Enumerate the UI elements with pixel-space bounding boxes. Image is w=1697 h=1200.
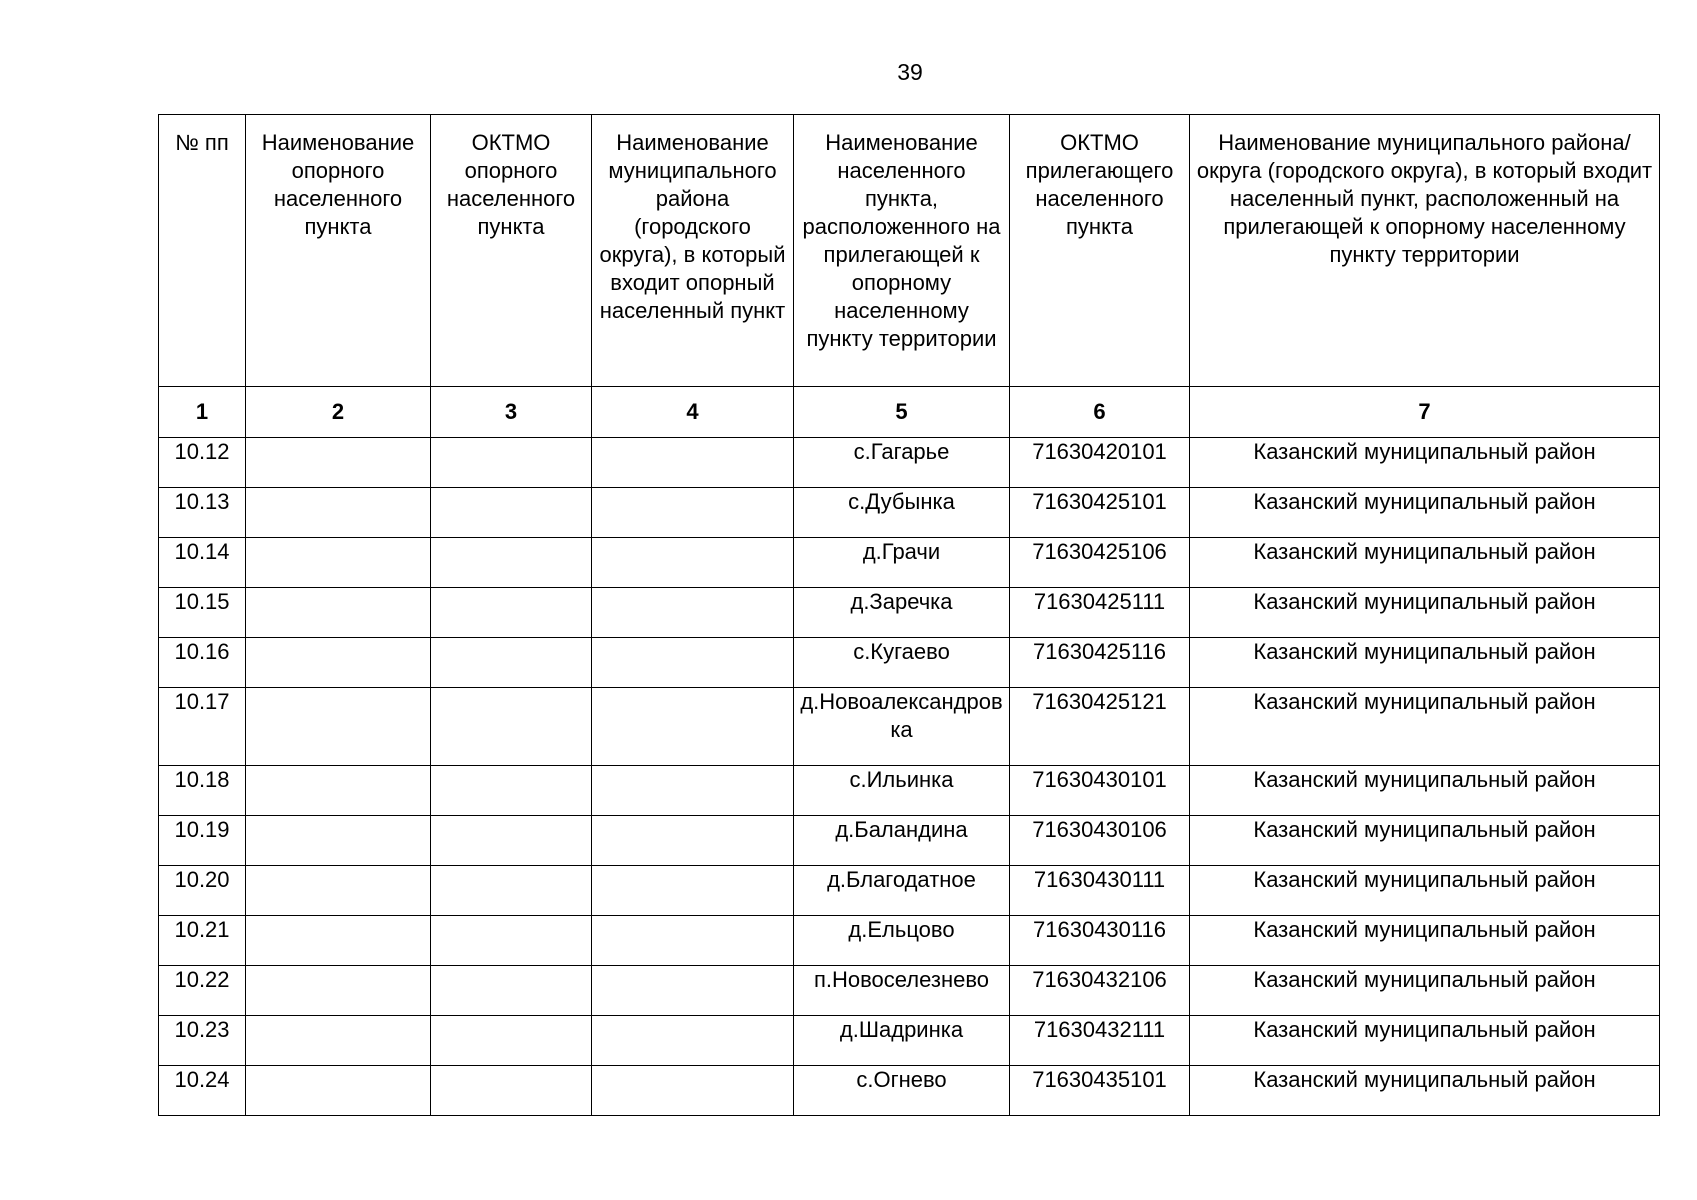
district-cell: Казанский муниципальный район xyxy=(1190,438,1660,488)
header-adjacent-settlement-name: Наименование населенного пункта, расположенного на прилегающей к опорному населенному пункту территории xyxy=(794,115,1010,387)
hub-district-cell xyxy=(592,688,794,766)
settlement-cell: д.Благодатное xyxy=(794,866,1010,916)
header-adjacent-district: Наименование муниципального района/округа (городского округа), в который входит населенный пункт, расположенный на прилегающей к опорному населенному пункту территории xyxy=(1190,115,1660,387)
hub-settlement-cell xyxy=(246,1066,431,1116)
hub-settlement-cell xyxy=(246,538,431,588)
oktmo-cell: 71630425121 xyxy=(1010,688,1190,766)
district-cell: Казанский муниципальный район xyxy=(1190,488,1660,538)
row-number-cell: 10.14 xyxy=(159,538,246,588)
page-number: 39 xyxy=(897,59,923,85)
hub-settlement-cell xyxy=(246,916,431,966)
hub-district-cell xyxy=(592,438,794,488)
table-row xyxy=(159,688,1660,766)
oktmo-cell: 71630435101 xyxy=(1010,1066,1190,1116)
table-row xyxy=(159,866,1660,916)
settlements-table xyxy=(158,114,1660,1116)
header-hub-district: Наименование муниципального района (городского округа), в который входит опорный населенный пункт xyxy=(592,115,794,387)
row-number-cell: 10.23 xyxy=(159,1016,246,1066)
row-number-cell: 10.19 xyxy=(159,816,246,866)
oktmo-cell: 71630420101 xyxy=(1010,438,1190,488)
district-cell: Казанский муниципальный район xyxy=(1190,588,1660,638)
hub-district-cell xyxy=(592,916,794,966)
table-row xyxy=(159,438,1660,488)
table-row xyxy=(159,588,1660,638)
header-adjacent-settlement-oktmo: ОКТМО прилегающего населенного пункта xyxy=(1010,115,1190,387)
hub-district-cell xyxy=(592,488,794,538)
settlement-cell: д.Грачи xyxy=(794,538,1010,588)
settlement-cell: д.Заречка xyxy=(794,588,1010,638)
hub-settlement-cell xyxy=(246,766,431,816)
hub-oktmo-cell xyxy=(431,438,592,488)
hub-settlement-cell xyxy=(246,488,431,538)
row-number-cell: 10.12 xyxy=(159,438,246,488)
hub-oktmo-cell xyxy=(431,638,592,688)
hub-oktmo-cell xyxy=(431,1016,592,1066)
column-number: 5 xyxy=(794,387,1010,438)
settlement-cell: с.Кугаево xyxy=(794,638,1010,688)
hub-oktmo-cell xyxy=(431,866,592,916)
table-row xyxy=(159,1016,1660,1066)
hub-oktmo-cell xyxy=(431,538,592,588)
row-number-cell: 10.22 xyxy=(159,966,246,1016)
oktmo-cell: 71630430111 xyxy=(1010,866,1190,916)
column-number: 2 xyxy=(246,387,431,438)
column-number: 3 xyxy=(431,387,592,438)
table-row xyxy=(159,766,1660,816)
row-number-cell: 10.16 xyxy=(159,638,246,688)
settlement-cell: с.Ильинка xyxy=(794,766,1010,816)
oktmo-cell: 71630425116 xyxy=(1010,638,1190,688)
hub-oktmo-cell xyxy=(431,766,592,816)
row-number-cell: 10.17 xyxy=(159,688,246,766)
district-cell: Казанский муниципальный район xyxy=(1190,538,1660,588)
hub-settlement-cell xyxy=(246,816,431,866)
column-number: 7 xyxy=(1190,387,1660,438)
table-row xyxy=(159,816,1660,866)
oktmo-cell: 71630425101 xyxy=(1010,488,1190,538)
district-cell: Казанский муниципальный район xyxy=(1190,1066,1660,1116)
district-cell: Казанский муниципальный район xyxy=(1190,866,1660,916)
settlement-cell: с.Огнево xyxy=(794,1066,1010,1116)
row-number-cell: 10.24 xyxy=(159,1066,246,1116)
hub-oktmo-cell xyxy=(431,916,592,966)
district-cell: Казанский муниципальный район xyxy=(1190,638,1660,688)
settlement-cell: д.Ельцово xyxy=(794,916,1010,966)
district-cell: Казанский муниципальный район xyxy=(1190,766,1660,816)
oktmo-cell: 71630425111 xyxy=(1010,588,1190,638)
column-number: 4 xyxy=(592,387,794,438)
hub-oktmo-cell xyxy=(431,488,592,538)
table-row xyxy=(159,966,1660,1016)
hub-district-cell xyxy=(592,1066,794,1116)
hub-settlement-cell xyxy=(246,438,431,488)
table-row xyxy=(159,488,1660,538)
hub-oktmo-cell xyxy=(431,688,592,766)
row-number-cell: 10.21 xyxy=(159,916,246,966)
table-header-row xyxy=(159,115,1660,387)
hub-district-cell xyxy=(592,966,794,1016)
row-number-cell: 10.18 xyxy=(159,766,246,816)
settlement-cell: д.Новоалександровка xyxy=(794,688,1010,766)
hub-district-cell xyxy=(592,816,794,866)
hub-district-cell xyxy=(592,766,794,816)
hub-oktmo-cell xyxy=(431,588,592,638)
oktmo-cell: 71630432106 xyxy=(1010,966,1190,1016)
column-numbers-row xyxy=(159,387,1660,438)
table-row xyxy=(159,1066,1660,1116)
district-cell: Казанский муниципальный район xyxy=(1190,816,1660,866)
hub-settlement-cell xyxy=(246,866,431,916)
oktmo-cell: 71630430116 xyxy=(1010,916,1190,966)
row-number-cell: 10.15 xyxy=(159,588,246,638)
hub-district-cell xyxy=(592,638,794,688)
hub-settlement-cell xyxy=(246,966,431,1016)
header-row-number: № пп xyxy=(159,115,246,387)
hub-settlement-cell xyxy=(246,588,431,638)
table-row xyxy=(159,538,1660,588)
settlement-cell: с.Гагарье xyxy=(794,438,1010,488)
table-row xyxy=(159,638,1660,688)
row-number-cell: 10.13 xyxy=(159,488,246,538)
settlement-cell: п.Новоселезнево xyxy=(794,966,1010,1016)
settlement-cell: с.Дубынка xyxy=(794,488,1010,538)
settlement-cell: д.Баландина xyxy=(794,816,1010,866)
district-cell: Казанский муниципальный район xyxy=(1190,1016,1660,1066)
hub-settlement-cell xyxy=(246,638,431,688)
district-cell: Казанский муниципальный район xyxy=(1190,688,1660,766)
hub-settlement-cell xyxy=(246,688,431,766)
column-number: 1 xyxy=(159,387,246,438)
settlement-cell: д.Шадринка xyxy=(794,1016,1010,1066)
oktmo-cell: 71630425106 xyxy=(1010,538,1190,588)
oktmo-cell: 71630430101 xyxy=(1010,766,1190,816)
hub-oktmo-cell xyxy=(431,966,592,1016)
header-hub-settlement-oktmo: ОКТМО опорного населенного пункта xyxy=(431,115,592,387)
table-row xyxy=(159,916,1660,966)
column-number: 6 xyxy=(1010,387,1190,438)
hub-settlement-cell xyxy=(246,1016,431,1066)
row-number-cell: 10.20 xyxy=(159,866,246,916)
district-cell: Казанский муниципальный район xyxy=(1190,966,1660,1016)
hub-district-cell xyxy=(592,1016,794,1066)
hub-district-cell xyxy=(592,866,794,916)
oktmo-cell: 71630430106 xyxy=(1010,816,1190,866)
hub-oktmo-cell xyxy=(431,816,592,866)
hub-district-cell xyxy=(592,538,794,588)
hub-district-cell xyxy=(592,588,794,638)
oktmo-cell: 71630432111 xyxy=(1010,1016,1190,1066)
hub-oktmo-cell xyxy=(431,1066,592,1116)
header-hub-settlement-name: Наименование опорного населенного пункта xyxy=(246,115,431,387)
district-cell: Казанский муниципальный район xyxy=(1190,916,1660,966)
